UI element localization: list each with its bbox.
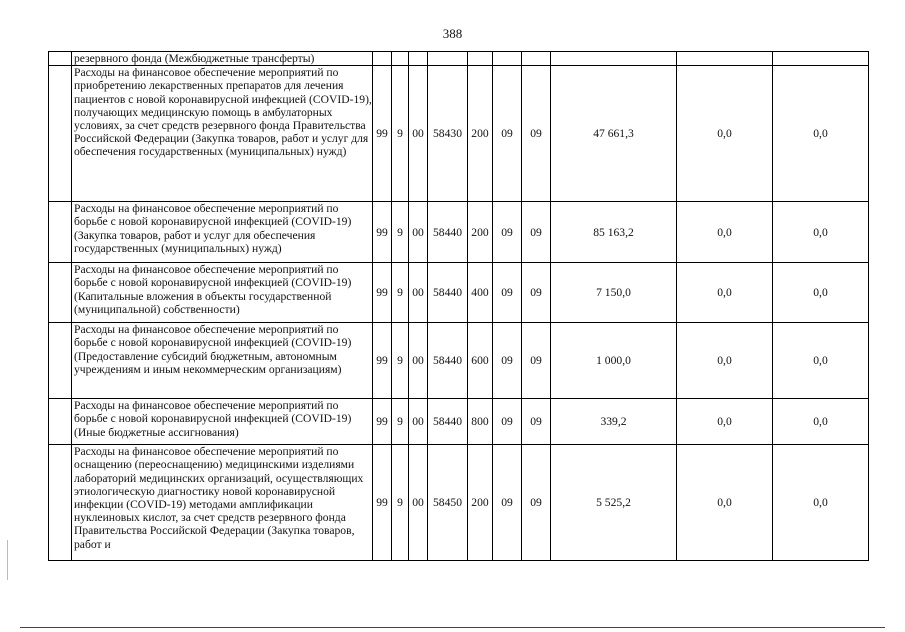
code-section: 09 — [493, 202, 522, 263]
amount-year-1: 5 525,2 — [551, 445, 677, 561]
code-expense-type: 800 — [468, 399, 493, 445]
page-number: 388 — [442, 26, 463, 41]
code-section: 09 — [493, 66, 522, 202]
code-expense-type: 200 — [468, 202, 493, 263]
amount-year-1: 85 163,2 — [551, 202, 677, 263]
code-subsection: 09 — [522, 399, 551, 445]
row-description: Расходы на финансовое обеспечение мероприятий по оснащению (переоснащению) медицинскими изделиями лабораторий медицинских организаций, осуществляющих этиологическую диагностику новой коронавирусной инфекции (COVID-19) методами амплификации нуклеиновых кислот, за счет средств резервного фонда Правительства Российской Федерации (Закупка товаров, работ и — [72, 445, 373, 561]
code-program: 99 — [373, 202, 392, 263]
code-subsection: 09 — [522, 66, 551, 202]
table-row — [49, 445, 869, 561]
code-subsection: 09 — [522, 202, 551, 263]
amount-year-2: 0,0 — [677, 66, 773, 202]
amount-year-3: 0,0 — [773, 263, 869, 323]
code-direction: 58450 — [428, 445, 468, 561]
amount-year-2: 0,0 — [677, 263, 773, 323]
code-subprogram: 9 — [392, 263, 409, 323]
row-description: Расходы на финансовое обеспечение мероприятий по приобретению лекарственных препаратов для лечения пациентов с новой коронавирусной инфекцией (COVID-19), получающих медицинскую помощь в амбулаторных условиях, за счет средств резервного фонда Правительства Российской Федерации (Закупка товаров, работ и услуг для обеспечения государственных (муниципальных) нужд) — [72, 66, 373, 202]
amount-year-2: 0,0 — [677, 323, 773, 399]
amount-year-1: 339,2 — [551, 399, 677, 445]
code-subprogram: 9 — [392, 202, 409, 263]
amount-year-1: 1 000,0 — [551, 323, 677, 399]
code-subprogram: 9 — [392, 323, 409, 399]
row-description: Расходы на финансовое обеспечение мероприятий по борьбе с новой коронавирусной инфекцией (COVID-19) (Закупка товаров, работ и услуг для обеспечения государственных (муниципальных) нужд) — [72, 202, 373, 263]
table-row — [49, 399, 869, 445]
amount-year-2: 0,0 — [677, 445, 773, 561]
number-cell — [49, 445, 72, 561]
amount-year-3: 0,0 — [773, 399, 869, 445]
amount-year-2: 0,0 — [677, 399, 773, 445]
code-section: 09 — [493, 323, 522, 399]
number-cell — [49, 323, 72, 399]
table-row — [49, 202, 869, 263]
number-cell — [49, 263, 72, 323]
code-main-event: 00 — [409, 399, 428, 445]
number-cell — [49, 399, 72, 445]
code-direction: 58440 — [428, 202, 468, 263]
code-subprogram: 9 — [392, 399, 409, 445]
code-section: 09 — [493, 263, 522, 323]
code-main-event: 00 — [409, 202, 428, 263]
amount-year-3: 0,0 — [773, 445, 869, 561]
code-main-event: 00 — [409, 66, 428, 202]
code-expense-type: 400 — [468, 263, 493, 323]
code-main-event: 00 — [409, 263, 428, 323]
page-bottom-rule — [20, 627, 885, 628]
code-program: 99 — [373, 399, 392, 445]
code-program: 99 — [373, 323, 392, 399]
code-subprogram: 9 — [392, 66, 409, 202]
amount-year-2: 0,0 — [677, 202, 773, 263]
code-direction: 58440 — [428, 399, 468, 445]
code-expense-type: 200 — [468, 445, 493, 561]
amount-year-3: 0,0 — [773, 66, 869, 202]
code-section: 09 — [493, 399, 522, 445]
code-direction: 58440 — [428, 263, 468, 323]
row-description: Расходы на финансовое обеспечение мероприятий по борьбе с новой коронавирусной инфекцией (COVID-19) (Иные бюджетные ассигнования) — [72, 399, 373, 445]
table-row — [49, 323, 869, 399]
code-main-event: 00 — [409, 445, 428, 561]
code-program: 99 — [373, 445, 392, 561]
code-subsection: 09 — [522, 263, 551, 323]
row-description: Расходы на финансовое обеспечение мероприятий по борьбе с новой коронавирусной инфекцией (COVID-19) (Капитальные вложения в объекты государственной (муниципальной) собственности) — [72, 263, 373, 323]
amount-year-1: 7 150,0 — [551, 263, 677, 323]
code-direction: 58440 — [428, 323, 468, 399]
code-expense-type: 200 — [468, 66, 493, 202]
continuation-row — [49, 52, 869, 66]
code-direction: 58430 — [428, 66, 468, 202]
table-row — [49, 66, 869, 202]
row-description: Расходы на финансовое обеспечение мероприятий по борьбе с новой коронавирусной инфекцией (COVID-19) (Предоставление субсидий бюджетным, автономным учреждениям и иным некоммерческим организациям) — [72, 323, 373, 399]
number-cell — [49, 52, 72, 66]
scan-margin-mark — [7, 540, 8, 580]
budget-table — [48, 51, 869, 561]
code-subprogram: 9 — [392, 445, 409, 561]
code-expense-type: 600 — [468, 323, 493, 399]
continuation-text: резервного фонда (Межбюджетные трансферты) — [72, 52, 373, 66]
number-cell — [49, 66, 72, 202]
amount-year-1: 47 661,3 — [551, 66, 677, 202]
code-subsection: 09 — [522, 323, 551, 399]
amount-year-3: 0,0 — [773, 323, 869, 399]
code-subsection: 09 — [522, 445, 551, 561]
code-section: 09 — [493, 445, 522, 561]
number-cell — [49, 202, 72, 263]
table-row — [49, 263, 869, 323]
amount-year-3: 0,0 — [773, 202, 869, 263]
code-program: 99 — [373, 66, 392, 202]
code-program: 99 — [373, 263, 392, 323]
code-main-event: 00 — [409, 323, 428, 399]
